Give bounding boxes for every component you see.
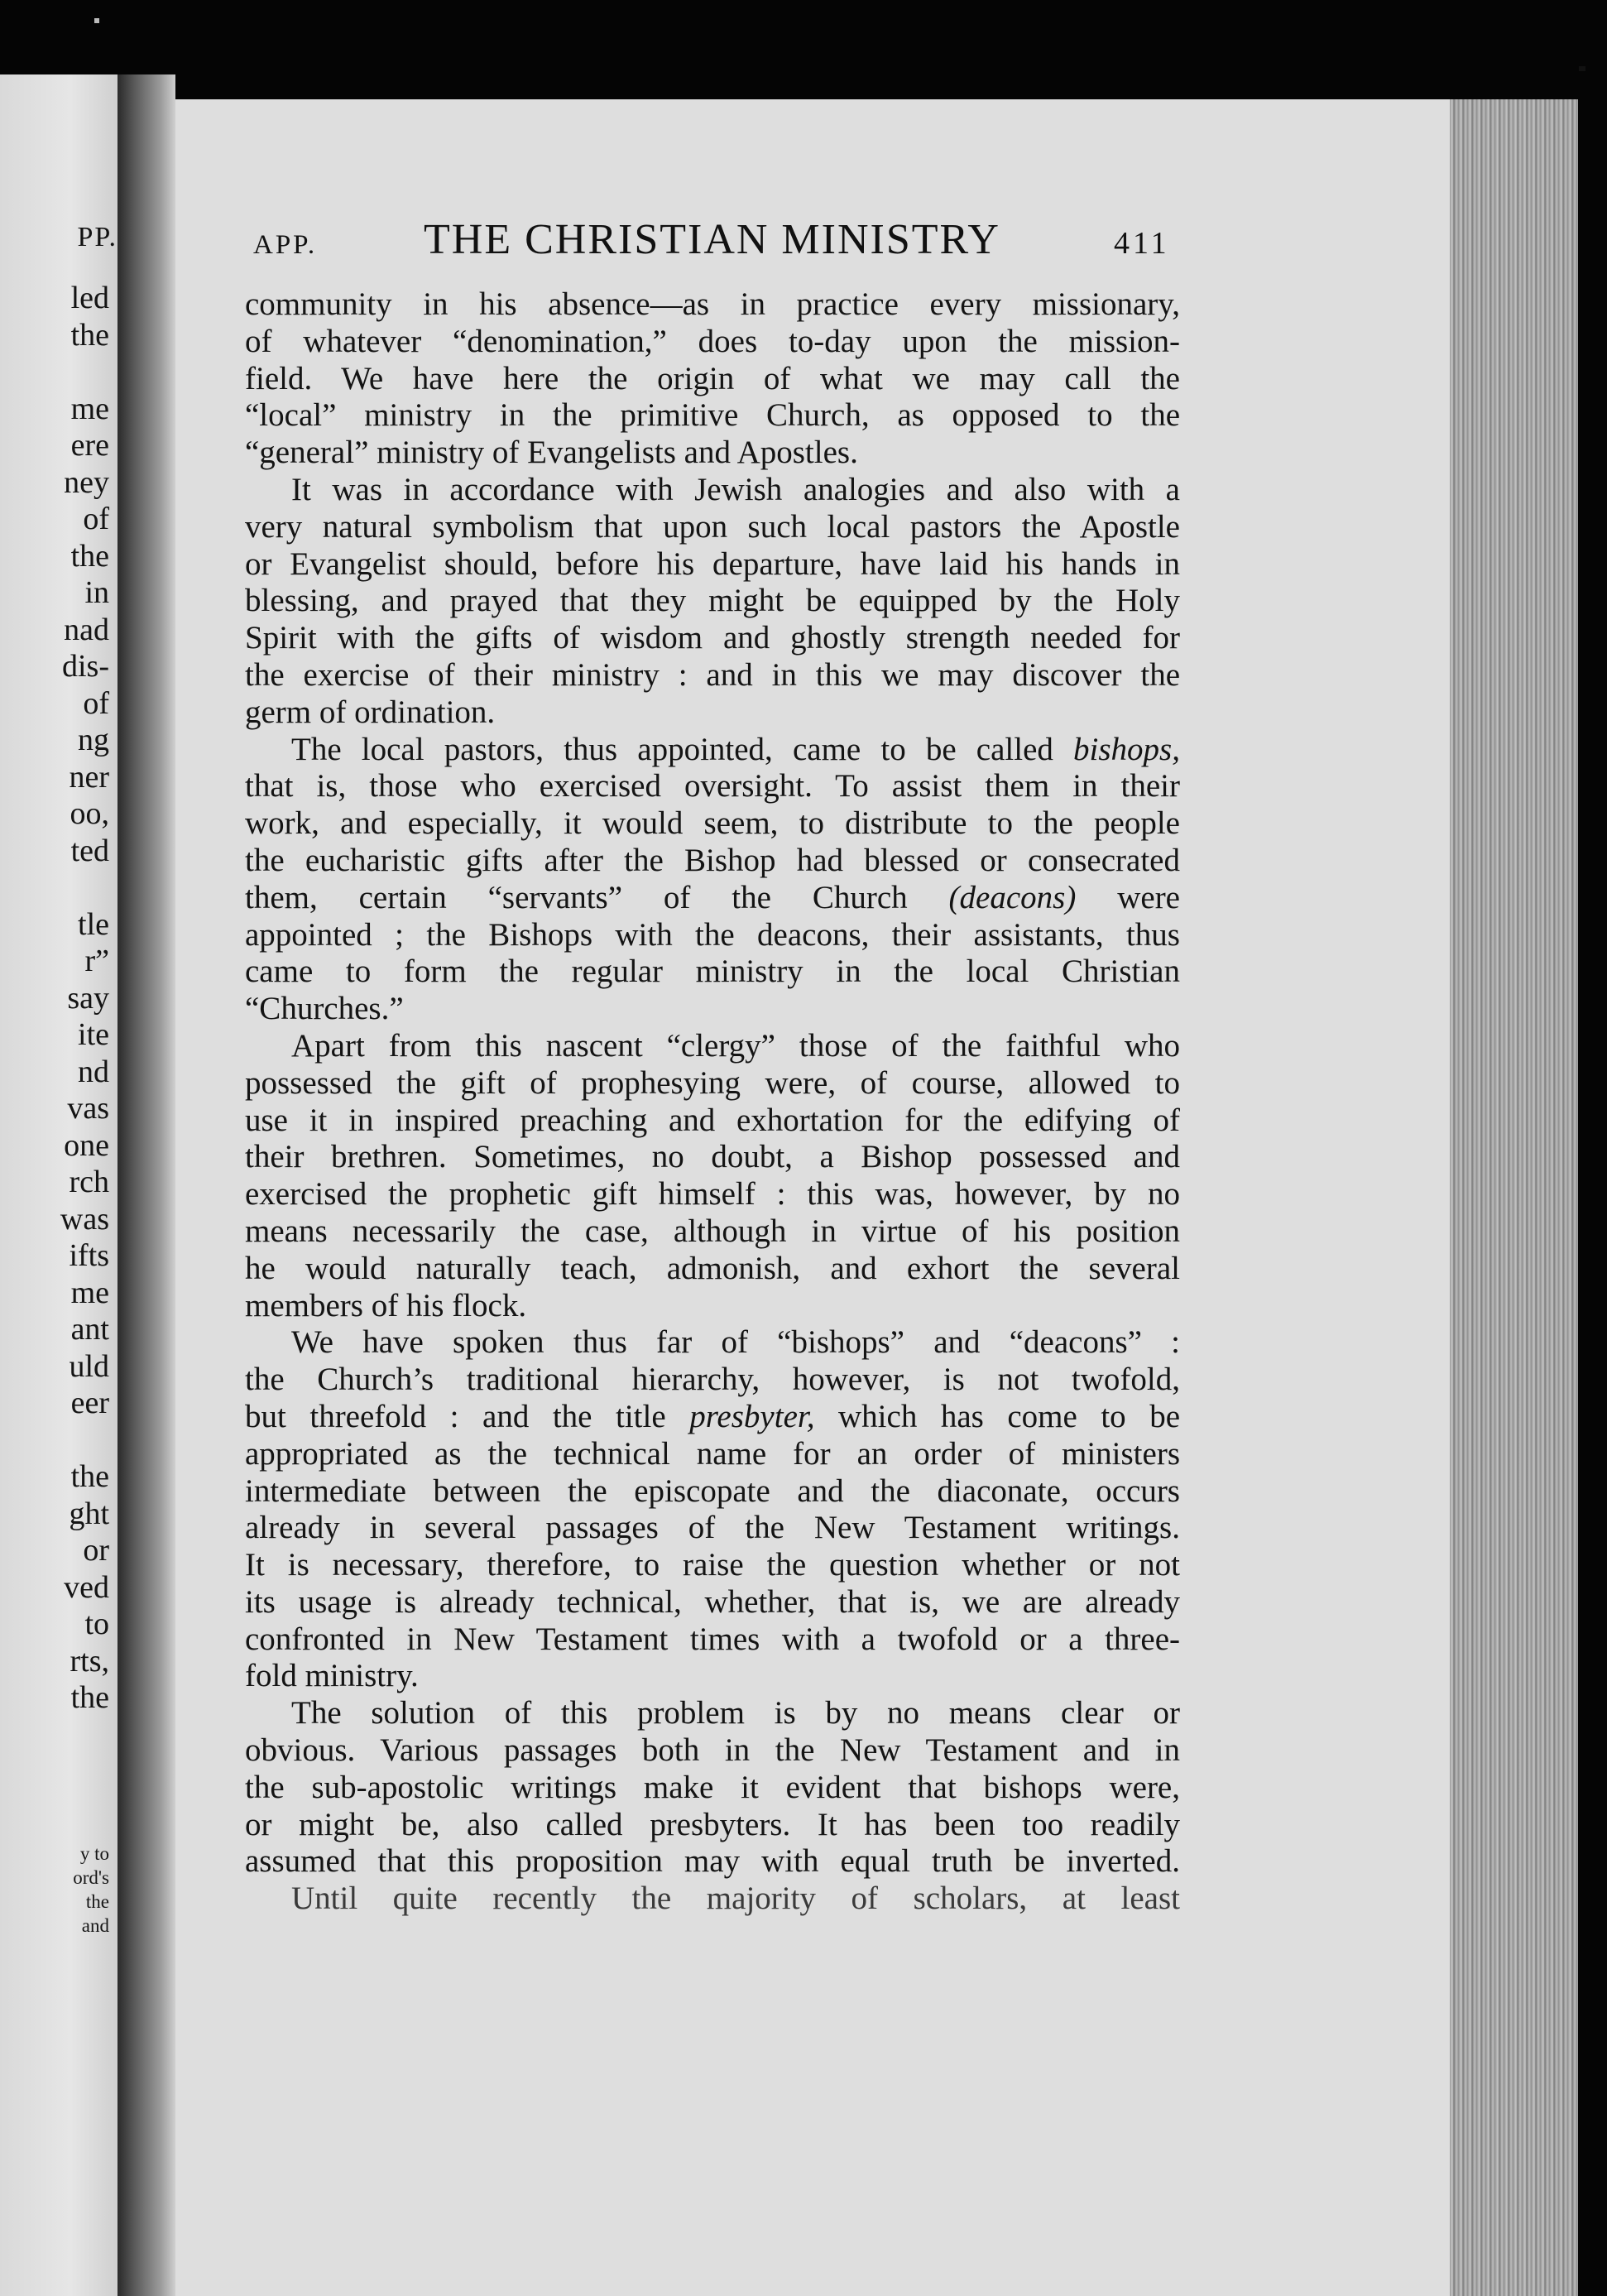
italic-term-deacons: (deacons) (948, 879, 1077, 915)
text-line: the sub-apostolic writings make it evident that bishops were, (245, 1769, 1180, 1805)
text-line: We have spoken thus far of “bishops” and “deacons” : (291, 1324, 1180, 1361)
text-line: means necessarily the case, although in virtue of his position (245, 1213, 1180, 1249)
text-line: work, and especially, it would seem, to distribute to the people (245, 805, 1180, 842)
text-line (245, 732, 1180, 769)
left-page-line: led (70, 281, 109, 315)
left-page-line: the (70, 317, 109, 353)
text-line: confronted in New Testament times with a twofold or a three- (245, 1621, 1180, 1657)
header-section-label: APP. (253, 230, 318, 260)
left-page-line: ant (70, 1312, 109, 1347)
text-line: It was in accordance with Jewish analogies and also with a (291, 471, 1180, 507)
text-line: use it in inspired preaching and exhortation for the edifying of (245, 1102, 1180, 1138)
left-page-line: ner (69, 759, 109, 795)
left-page-line: one (64, 1127, 109, 1163)
text-fragment: which has come to be (814, 1398, 1181, 1434)
left-page-line: oo, (70, 796, 109, 831)
text-fragment: were (1076, 879, 1180, 915)
left-page-text (0, 280, 109, 1717)
text-line: members of his flock. (245, 1287, 527, 1323)
text-line: Until quite recently the majority of scholars, at least (291, 1881, 1180, 1917)
left-page-line: or (83, 1533, 109, 1568)
scan-speck (94, 18, 99, 23)
left-page-header: PP. (77, 222, 118, 252)
text-line: fold ministry. (245, 1658, 419, 1694)
left-page-footnote (0, 1842, 109, 1938)
left-page-footnote-line: and (81, 1915, 109, 1936)
text-line: “general” ministry of Evangelists and Apostles. (245, 435, 858, 471)
page-fore-edge (1450, 99, 1578, 2296)
left-page-line: ney (64, 464, 109, 500)
left-page-line: of (83, 502, 109, 536)
left-page-line: the (70, 538, 109, 574)
page-title: THE CHRISTIAN MINISTRY (424, 216, 1000, 263)
text-line: assumed that this proposition may with equal truth be inverted. (245, 1843, 1180, 1880)
left-page-line: ght (69, 1496, 109, 1531)
text-line (245, 880, 1180, 917)
left-page-footnote-line: y to (79, 1843, 109, 1864)
text-line: very natural symbolism that upon such local pastors the Apostle (245, 508, 1180, 545)
left-page-line: nad (64, 612, 109, 647)
text-line: “Churches.” (245, 991, 404, 1027)
left-page-line: the (70, 1680, 109, 1715)
page-number: 411 (1114, 226, 1170, 261)
text-line: or might be, also called presbyters. It has been too readily (245, 1806, 1180, 1842)
left-page-line: of (83, 685, 109, 721)
left-page-footnote-line: ord's (73, 1867, 109, 1888)
left-page-line: was (60, 1201, 109, 1237)
left-page-line: ite (78, 1017, 109, 1052)
left-page-line: say (67, 980, 109, 1016)
text-line: already in several passages of the New Testament writings. (245, 1510, 1180, 1546)
text-line: the exercise of their ministry : and in this we may discover the (245, 656, 1180, 693)
text-line: obvious. Various passages both in the New Testament and in (245, 1732, 1180, 1769)
body-text (245, 286, 1180, 1918)
left-page-line: ng (78, 723, 109, 757)
running-header (248, 215, 1192, 265)
text-line: blessing, and prayed that they might be equipped by the Holy (245, 583, 1180, 619)
text-line: of whatever “denomination,” does to-day upon the mission- (245, 323, 1180, 359)
left-page-line: rts, (70, 1643, 109, 1679)
left-page-line: me (70, 1275, 109, 1310)
book-gutter (118, 74, 175, 2296)
text-line: exercised the prophetic gift himself : this was, however, by no (245, 1176, 1180, 1213)
text-line: their brethren. Sometimes, no doubt, a Bishop possessed and (245, 1139, 1180, 1175)
left-page-footnote-line: the (85, 1891, 109, 1912)
left-page-line: tle (78, 906, 109, 942)
left-page-line: vas (67, 1091, 109, 1126)
text-line: intermediate between the episcopate and the diaconate, occurs (245, 1472, 1180, 1509)
left-page-line (0, 869, 109, 906)
left-page-line: ved (64, 1569, 109, 1605)
left-page-line: ted (70, 833, 109, 868)
text-fragment: The local pastors, thus appointed, came to be called (291, 731, 1074, 767)
left-page-line: rch (69, 1165, 109, 1199)
left-page-line (0, 1422, 109, 1459)
left-page-line: dis- (62, 649, 109, 684)
text-line: Apart from this nascent “clergy” those of the faithful who (291, 1027, 1180, 1064)
left-page-line: ere (70, 428, 109, 463)
text-line: field. We have here the origin of what we may call the (245, 360, 1180, 396)
text-line: Spirit with the gifts of wisdom and ghostly strength needed for (245, 620, 1180, 656)
scan-edge-shadow (1578, 99, 1607, 2296)
text-line: germ of ordination. (245, 694, 496, 730)
text-line: It is necessary, therefore, to raise the question whether or not (245, 1547, 1180, 1583)
left-page-line: me (70, 391, 109, 426)
left-page-line: nd (78, 1054, 109, 1089)
text-line: its usage is already technical, whether, that is, we are already (245, 1583, 1180, 1620)
text-line: “local” ministry in the primitive Church, as opposed to the (245, 397, 1180, 434)
text-fragment: them, certain “servants” of the Church (245, 879, 949, 915)
text-line: possessed the gift of prophesying were, of course, allowed to (245, 1064, 1180, 1101)
text-line: community in his absence—as in practice every missionary, (245, 286, 1180, 322)
left-page-line: to (84, 1607, 109, 1641)
left-page-line: eer (70, 1386, 109, 1420)
italic-term-presbyter: presbyter, (689, 1398, 815, 1434)
left-page-line: the (70, 1459, 109, 1494)
text-line (245, 1399, 1180, 1436)
left-facing-page (0, 74, 118, 2296)
scan-speck (1579, 66, 1585, 71)
left-page-line: in (84, 575, 109, 610)
left-page-line: uld (69, 1348, 109, 1384)
text-line: he would naturally teach, admonish, and exhort the several (245, 1250, 1180, 1286)
text-line: the eucharistic gifts after the Bishop had blessed or consecrated (245, 842, 1180, 878)
text-line: came to form the regular ministry in the local Christian (245, 953, 1180, 990)
text-line: the Church’s traditional hierarchy, however, is not twofold, (245, 1362, 1180, 1398)
italic-term-bishops: bishops, (1073, 731, 1180, 767)
left-page-line: r” (84, 944, 109, 978)
text-line: appointed ; the Bishops with the deacons, their assistants, thus (245, 916, 1180, 953)
text-line: or Evangelist should, before his departure, have laid his hands in (245, 545, 1180, 582)
text-line: appropriated as the technical name for an order of ministers (245, 1435, 1180, 1472)
left-page-line (0, 353, 109, 391)
text-fragment: but threefold : and the title (245, 1398, 690, 1434)
text-line: The solution of this problem is by no means clear or (291, 1695, 1180, 1732)
text-line: that is, those who exercised oversight. To assist them in their (245, 768, 1180, 805)
left-page-line: ifts (69, 1238, 109, 1273)
